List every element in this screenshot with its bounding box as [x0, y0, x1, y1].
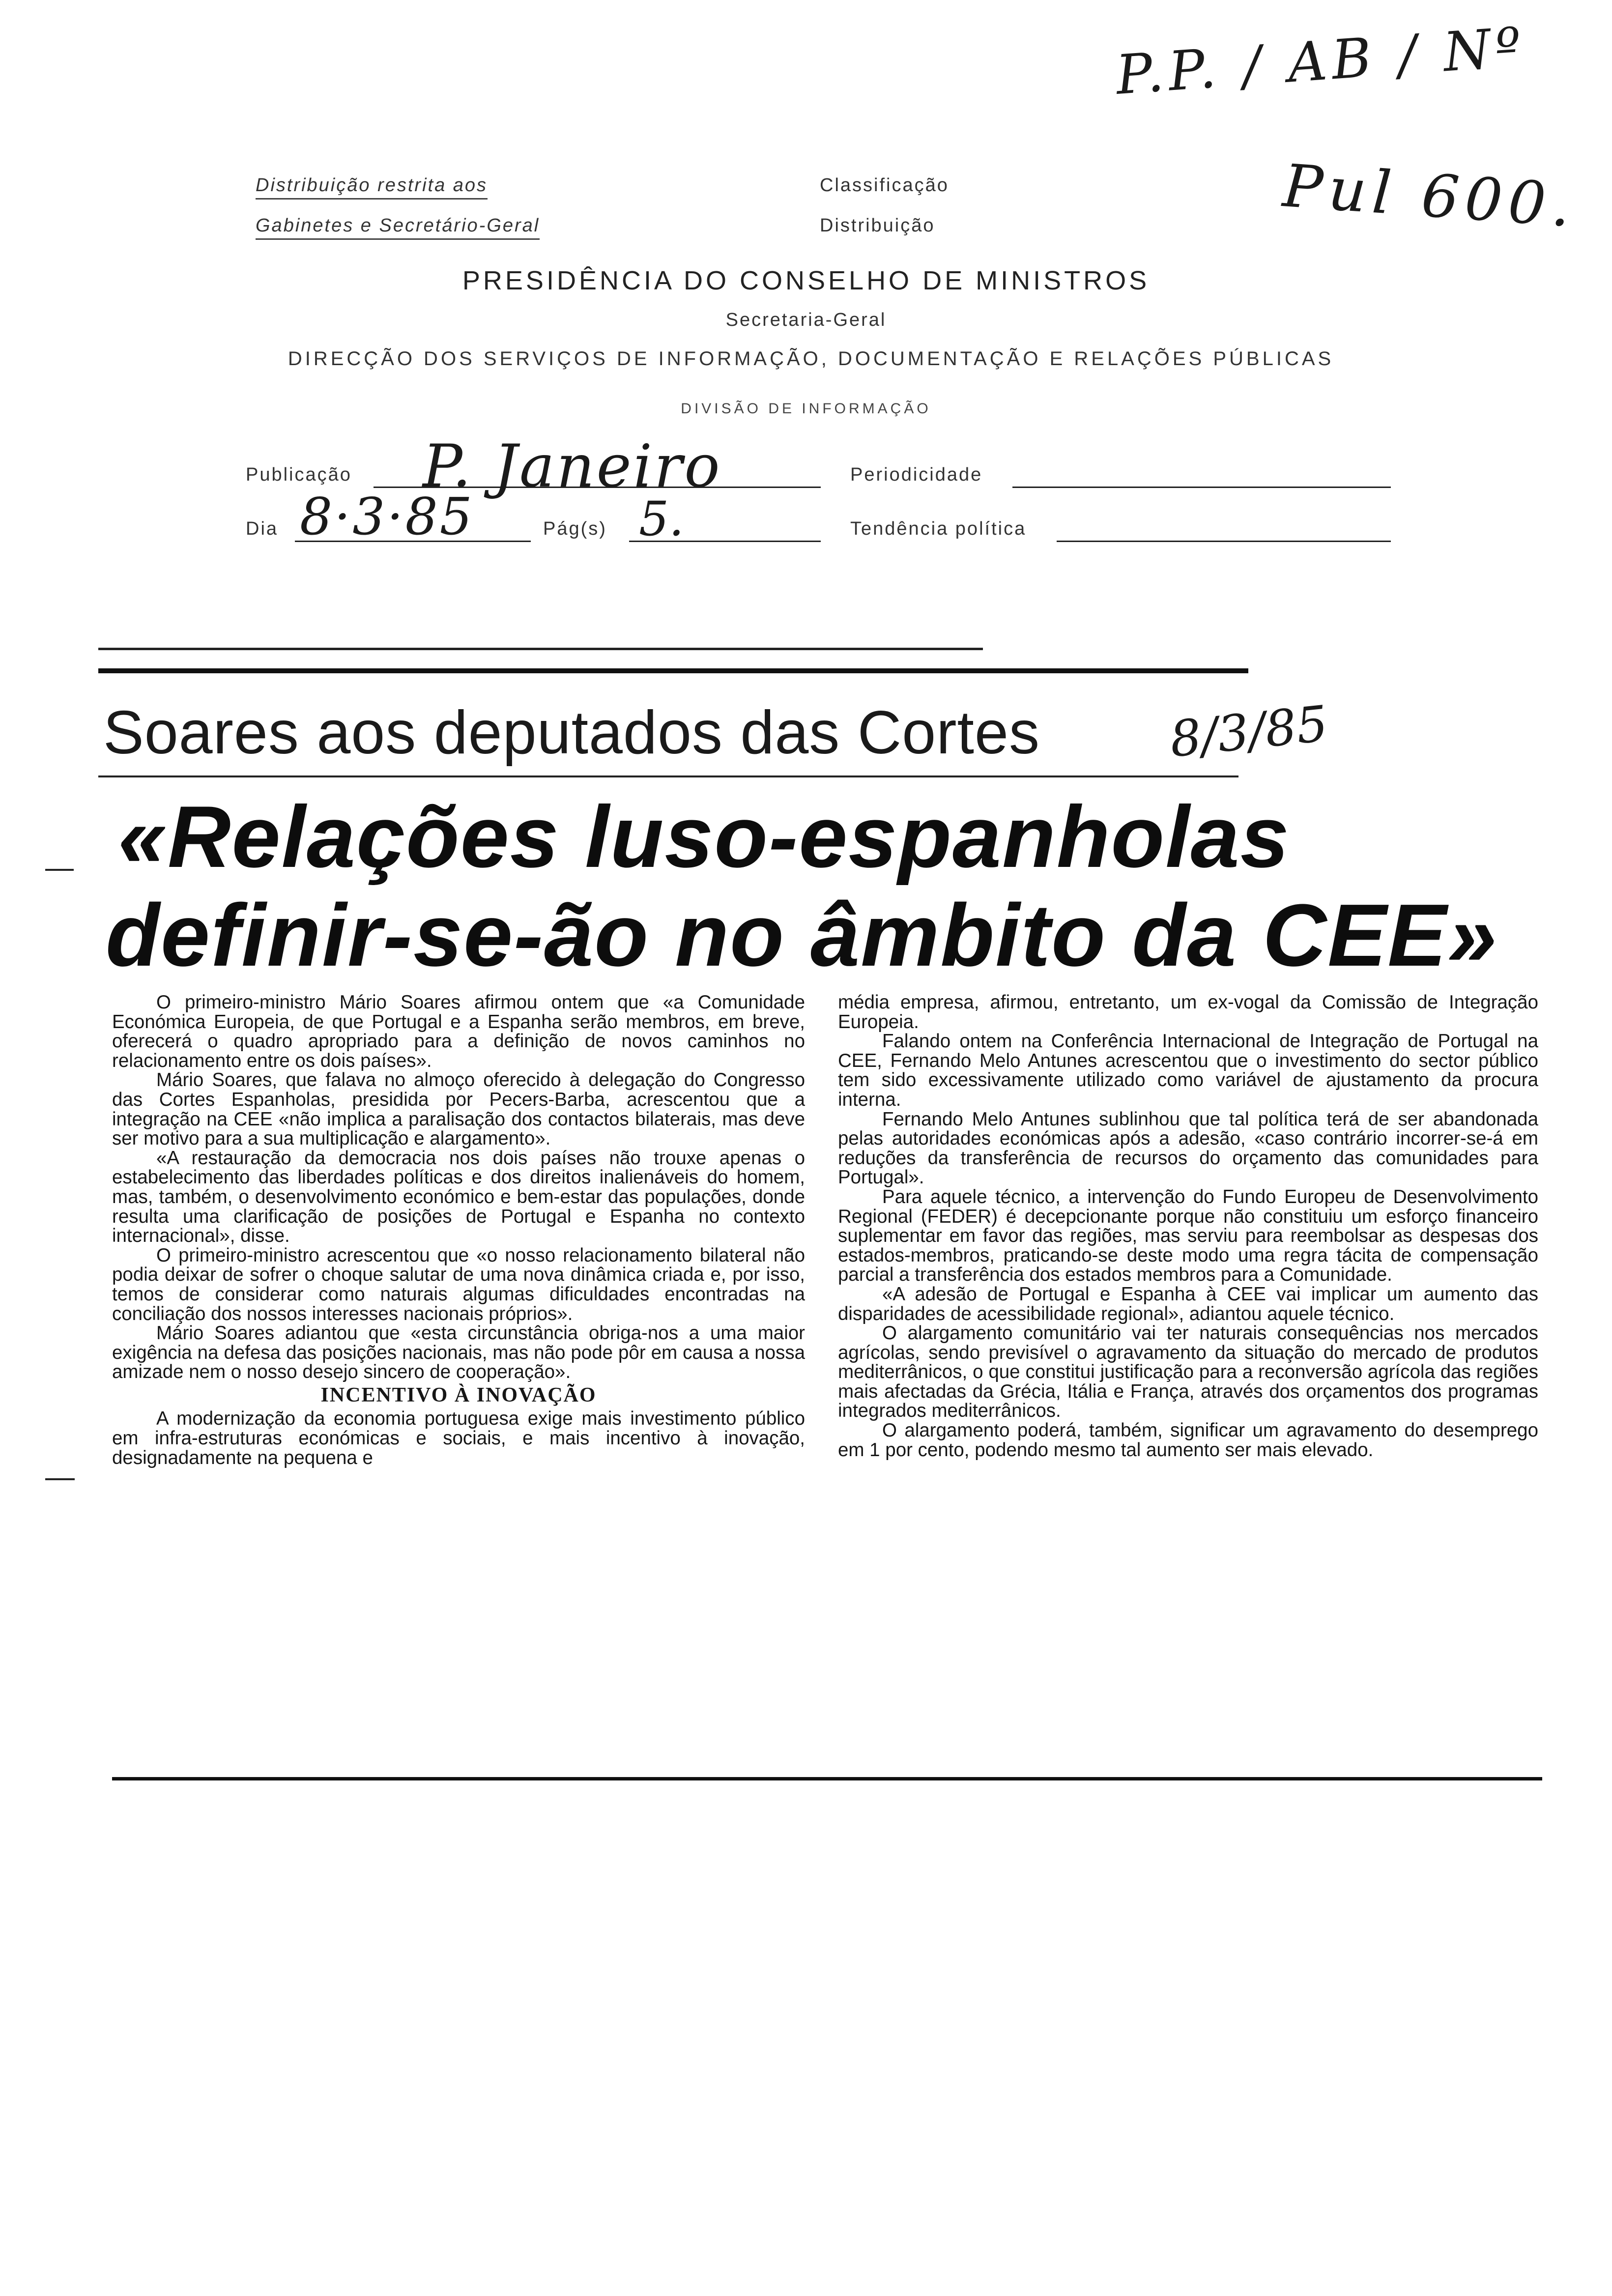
org-secretariat: Secretaria-Geral: [725, 310, 887, 330]
classification-label: Classificação: [820, 175, 949, 196]
tendency-label: Tendência política: [850, 518, 1027, 539]
left-paragraph: O primeiro-ministro Mário Soares afirmou ontem que «a Comunidade Económica Europeia, de que Portugal e a Espanha serão membros, em breve, oferecerá o quadro apropriado para a definição de novos caminhos no relacionamento entre os dois países».: [112, 992, 805, 1071]
org-title: PRESIDÊNCIA DO CONSELHO DE MINISTROS: [462, 266, 1150, 295]
periodicity-label: Periodicidade: [850, 464, 983, 485]
left-paragraph: «A restauração da democracia nos dois países não trouxe apenas o estabelecimento das liberdades políticas e dos direitos inalienáveis do homem, mas, também, o desenvolvimento económico e bem-estar das populações, donde resulta uma clarificação de posições de Portugal e Espanha no contexto internacional», disse.: [112, 1147, 805, 1247]
tendency-underline: [1057, 541, 1391, 542]
article-bottom-rule: [112, 1777, 1542, 1780]
day-value: 8·3·85: [300, 487, 474, 546]
left-paragraph: Mário Soares adiantou que «esta circunstância obriga-nos a uma maior exigência na defesa das posições nacionais, mas não pode pôr em causa a nossa amizade nem o nosso desejo sincero de cooperação».: [112, 1322, 805, 1383]
distribution-label: Distribuição: [820, 215, 935, 236]
left-final-paragraph: A modernização da economia portuguesa exige mais investimento público em infra-estruturas económicas e sociais, e mais incentivo à inovação, designadamente na pequena e: [112, 1408, 805, 1468]
periodicity-underline: [1012, 487, 1391, 488]
right-paragraph: Fernando Melo Antunes sublinhou que tal política terá de ser abandonada pelas autoridades económicas após a adesão, «caso contrário incorrer-se-á em reduções da transferência de recursos do orçamento das comunidades para Portugal».: [838, 1108, 1538, 1188]
article-kicker: Soares aos deputados das Cortes: [103, 699, 1040, 767]
headline-line-1: «Relações luso-espanholas: [118, 788, 1290, 886]
right-paragraph: O alargamento comunitário vai ter naturais consequências nos mercados agrícolas, sendo previsível o agravamento da situação do mercado de produtos mediterrânicos, o que constitui justificação para a reconversão agrícola das regiões mais afectadas da Grécia, Itália e França, através dos orçamentos dos programas integrados mediterrânicos.: [838, 1322, 1538, 1422]
right-paragraph: O alargamento poderá, também, significar um agravamento do desemprego em 1 por cento, podendo mesmo tal aumento ser mais elevado.: [838, 1420, 1538, 1461]
kicker-underline: [98, 775, 1238, 777]
pages-value: 5.: [639, 491, 684, 546]
day-label: Dia: [246, 518, 279, 539]
article-top-rule-thin: [98, 648, 983, 650]
article-left-column: [112, 993, 805, 1467]
article-right-column: [838, 993, 1538, 1460]
handwritten-date-note: 8/3/85: [1167, 694, 1331, 769]
margin-mark-2: [45, 1478, 75, 1480]
pages-label: Pág(s): [543, 518, 607, 539]
right-paragraph: «A adesão de Portugal e Espanha à CEE vai implicar um aumento das disparidades de acessibilidade regional», adiantou aquele técnico.: [838, 1283, 1538, 1324]
right-paragraph: Para aquele técnico, a intervenção do Fundo Europeu de Desenvolvimento Regional (FEDER) é decepcionante porque não constituiu um esforço financeiro suplementar em favor das regiões, mas serviu para reembolsar as despesas dos estados-membros, praticando-se deste modo uma regra tácita de compensação parcial a transferência dos estados membros para a Comunidade.: [838, 1186, 1538, 1286]
headline-line-2: definir-se-ão no âmbito da CEE»: [106, 886, 1498, 985]
publication-value: P. Janeiro: [423, 432, 722, 501]
article-top-rule-thick: [98, 668, 1248, 673]
publication-label: Publicação: [246, 464, 352, 485]
left-paragraph: O primeiro-ministro acrescentou que «o nosso relacionamento bilateral não podia deixar de sofrer o choque salutar de uma nova dinâmica criada e, por isso, temos de considerar como naturais algumas dificuldades encontradas na conciliação dos nossos interesses nacionais próprios».: [112, 1244, 805, 1324]
right-continuation: média empresa, afirmou, entretanto, um ex-vogal da Comissão de Integração Europeia.: [838, 992, 1538, 1033]
left-paragraph: Mário Soares, que falava no almoço oferecido à delegação do Congresso das Cortes Espanholas, presidida por Pecers-Barba, acrescentou que a integração na CEE «não implica a paralisação dos contactos bilaterais, mas deve ser motivo para a sua multiplicação e alargamento».: [112, 1069, 805, 1149]
org-direction: DIRECÇÃO DOS SERVIÇOS DE INFORMAÇÃO, DOCUMENTAÇÃO E RELAÇÕES PÚBLICAS: [288, 348, 1334, 370]
distribution-line-1: Distribuição restrita aos: [256, 175, 488, 200]
article-subheading: INCENTIVO À INOVAÇÃO: [320, 1383, 597, 1406]
right-paragraph: Falando ontem na Conferência Internacional de Integração de Portugal na CEE, Fernando Melo Antunes acrescentou que o investimento do sector público tem sido excessivamente utilizado como variável de ajustamento da procura interna.: [838, 1031, 1538, 1110]
org-division: DIVISÃO DE INFORMAÇÃO: [681, 401, 931, 417]
margin-mark-1: [45, 869, 74, 871]
handwritten-code: Pul 600.: [1280, 152, 1579, 241]
distribution-line-2: Gabinetes e Secretário-Geral: [256, 215, 540, 240]
handwritten-reference: P.P. / AB / Nº: [1114, 15, 1528, 107]
